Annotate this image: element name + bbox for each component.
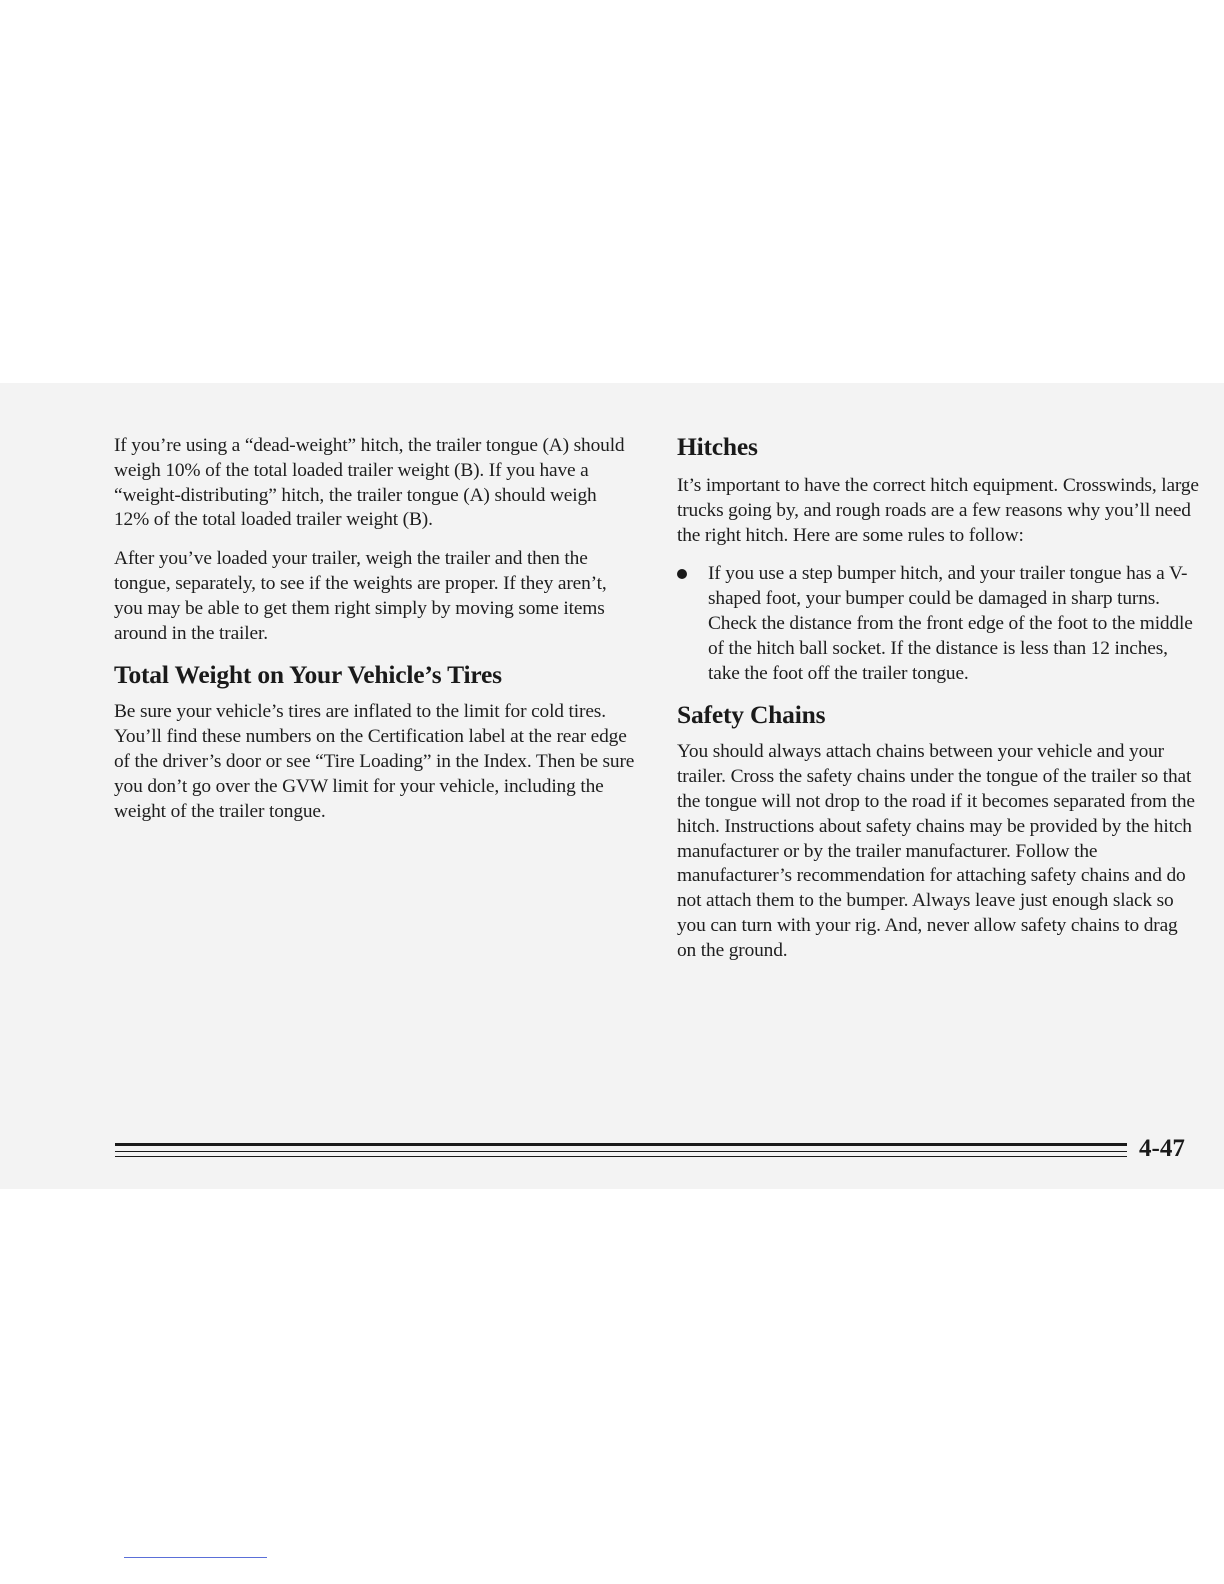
paragraph-tire-inflation: Be sure your vehicle’s tires are inflated to the limit for cold tires. You’ll find these numbers on the Certification label at the rear edge of the driver’s door or see “Tire Loading” in the Index. Then be sure you don’t go over the GVW limit for your vehicle, including the weight of the trailer tongue.: [114, 701, 635, 822]
heading-total-weight: Total Weight on Your Vehicle’s Tires: [114, 660, 502, 690]
heading-hitches: Hitches: [677, 432, 758, 461]
list-item: [677, 562, 1199, 686]
page-number: 4-47: [1139, 1135, 1185, 1162]
bullet-icon: [677, 569, 687, 579]
link-underline: [124, 1557, 267, 1558]
paragraph-safety-chains: You should always attach chains between your vehicle and your trailer. Cross the safety chains under the tongue of the trailer so that the tongue will not drop to the road if it becomes separated from the hitch. Instructions about safety chains may be provided by the hitch manufacturer or by the trailer manufacturer. Follow the manufacturer’s recommendation for attaching safety chains and do not attach them to the bumper. Always leave just enough slack so you can turn with your rig. And, never allow safety chains to drag on the ground.: [677, 741, 1195, 961]
bullet-text: If you use a step bumper hitch, and your trailer tongue has a V-shaped foot, your bumper could be damaged in sharp turns. Check the distance from the front edge of the foot to the middle of the hitch ball socket. If the distance is less than 12 inches, take the foot off the trailer tongue.: [708, 563, 1193, 684]
paragraph-tongue-weight: If you’re using a “dead-weight” hitch, the trailer tongue (A) should weigh 10% of the total loaded trailer weight (B). If you have a “weight-distributing” hitch, the trailer tongue (A) should weigh 12% of the total loaded trailer weight (B).: [114, 435, 625, 531]
footer-rule-thin: [115, 1156, 1127, 1157]
paragraph-weigh-trailer: After you’ve loaded your trailer, weigh the trailer and then the tongue, separately, to see if the weights are proper. If they aren’t, you may be able to get them right simply by moving some items around in the trailer.: [114, 548, 607, 644]
left-column: [114, 434, 636, 838]
footer-rule-thick: [115, 1143, 1127, 1146]
footer-rule-thin: [115, 1151, 1127, 1152]
heading-safety-chains: Safety Chains: [677, 700, 826, 730]
right-column: [677, 432, 1199, 978]
paragraph-hitches: It’s important to have the correct hitch equipment. Crosswinds, large trucks going by, and rough roads are a few reasons why you’ll need the right hitch. Here are some rules to follow:: [677, 475, 1199, 546]
